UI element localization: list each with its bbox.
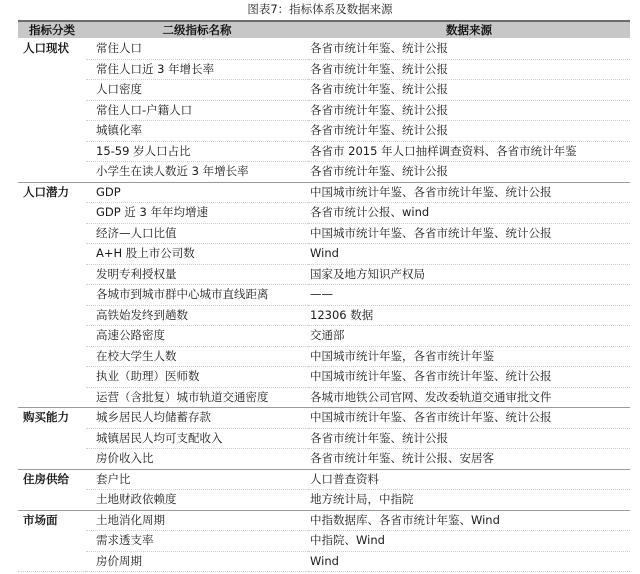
indicator-name-cell: 人口密度 (86, 80, 308, 101)
data-source-cell: 各省市统计年鉴、统计公报 (308, 121, 630, 142)
table-row (18, 510, 630, 531)
indicator-name-cell: 套户比 (86, 469, 308, 490)
indicator-name-cell: 各城市到城市群中心城市直线距离 (86, 285, 308, 306)
data-source-cell: 各省市统计年鉴、统计公报 (308, 162, 630, 183)
header-data-source: 数据来源 (308, 21, 630, 39)
data-source-cell: 各省市统计年鉴、统计公报 (308, 80, 630, 101)
data-source-cell: 各省市 2015 年人口抽样调查资料、各省市统计年鉴 (308, 141, 630, 162)
data-source-cell: 国家及地方知识产权局 (308, 264, 630, 285)
indicator-name-cell: 土地消化周期 (86, 510, 308, 531)
indicator-name-cell: 房价周期 (86, 551, 308, 572)
table-row (18, 59, 630, 80)
data-source-cell: 12306 数据 (308, 305, 630, 326)
table-row (18, 223, 630, 244)
indicator-name-cell: 常住人口 (86, 39, 308, 60)
header-category: 指标分类 (18, 21, 86, 39)
data-source-cell: 各省市统计年鉴、统计公报 (308, 39, 630, 60)
category-cell (18, 39, 86, 183)
table-row (18, 203, 630, 224)
data-source-cell: 中国城市统计年鉴、各省市统计年鉴、统计公报 (308, 408, 630, 429)
data-source-cell: 各省市统计年鉴、统计公报 (308, 428, 630, 449)
table-row (18, 244, 630, 265)
data-source-cell: Wind (308, 244, 630, 265)
table-row (18, 387, 630, 408)
table-row (18, 182, 630, 203)
data-source-cell: 中国城市统计年鉴、各省市统计年鉴、统计公报 (308, 367, 630, 388)
data-source-cell: 地方统计局，中指院 (308, 490, 630, 511)
indicator-name-cell: A+H 股上市公司数 (86, 244, 308, 265)
indicator-name-cell: 需求透支率 (86, 531, 308, 552)
header-indicator-name: 二级指标名称 (86, 21, 308, 39)
indicator-name-cell: 小学生在读人数近 3 年增长率 (86, 162, 308, 183)
indicator-name-cell: 城镇居民人均可支配收入 (86, 428, 308, 449)
data-source-cell: 中指院、Wind (308, 531, 630, 552)
figure-caption: 图表7：指标体系及数据来源 (247, 2, 393, 16)
data-source-cell: —— (308, 285, 630, 306)
table-header (18, 21, 630, 39)
indicator-name-cell: 高铁始发终到趟数 (86, 305, 308, 326)
table-row (18, 531, 630, 552)
data-source-cell: 各省市统计公报、wind (308, 203, 630, 224)
indicator-name-cell: 经济—人口比值 (86, 223, 308, 244)
table-row (18, 449, 630, 470)
table-row (18, 39, 630, 60)
data-source-cell: 中指数据库、各省市统计年鉴、Wind (308, 510, 630, 531)
indicator-name-cell: 高速公路密度 (86, 326, 308, 347)
table-body (18, 39, 630, 572)
table-row (18, 367, 630, 388)
table-row (18, 100, 630, 121)
indicator-table (18, 20, 630, 572)
indicator-name-cell: 在校大学生人数 (86, 346, 308, 367)
data-source-cell: 中国城市统计年鉴、各省市统计年鉴、统计公报 (308, 223, 630, 244)
category-cell (18, 510, 86, 572)
indicator-name-cell: GDP (86, 182, 308, 203)
table-row (18, 490, 630, 511)
indicator-name-cell: 15-59 岁人口占比 (86, 141, 308, 162)
indicator-name-cell: 城乡居民人均储蓄存款 (86, 408, 308, 429)
category-label: 住房供给 (23, 471, 69, 486)
table-row (18, 428, 630, 449)
category-cell (18, 182, 86, 408)
indicator-name-cell: 常住人口近 3 年增长率 (86, 59, 308, 80)
indicator-name-cell: 房价收入比 (86, 449, 308, 470)
data-source-cell: 各省市统计年鉴、统计公报 (308, 59, 630, 80)
category-label: 购买能力 (23, 410, 69, 424)
data-source-cell: 各省市统计年鉴、统计公报 (308, 100, 630, 121)
data-source-cell: 中国城市统计年鉴，各省市统计年鉴 (308, 346, 630, 367)
category-cell (18, 408, 86, 470)
data-source-cell: 交通部 (308, 326, 630, 347)
category-label: 人口潜力 (23, 184, 69, 199)
table-row (18, 162, 630, 183)
table-row (18, 305, 630, 326)
data-source-cell: Wind (308, 551, 630, 572)
category-label: 市场面 (23, 512, 58, 527)
indicator-name-cell: 执业（助理）医师数 (86, 367, 308, 388)
table-row (18, 141, 630, 162)
table-row (18, 469, 630, 490)
indicator-name-cell: GDP 近 3 年年均增速 (86, 203, 308, 224)
data-source-cell: 各省市统计年鉴、统计公报、安居客 (308, 449, 630, 470)
category-label: 人口现状 (23, 41, 69, 55)
table-row (18, 121, 630, 142)
data-source-cell: 中国城市统计年鉴、各省市统计年鉴、统计公报 (308, 182, 630, 203)
table-row (18, 326, 630, 347)
table-row (18, 346, 630, 367)
indicator-name-cell: 发明专利授权量 (86, 264, 308, 285)
indicator-name-cell: 土地财政依赖度 (86, 490, 308, 511)
table-row (18, 551, 630, 572)
table-row (18, 264, 630, 285)
category-cell (18, 469, 86, 510)
table-row (18, 80, 630, 101)
data-source-cell: 人口普查资料 (308, 469, 630, 490)
data-source-cell: 各城市地铁公司官网、发改委轨道交通审批文件 (308, 387, 630, 408)
indicator-name-cell: 常住人口-户籍人口 (86, 100, 308, 121)
table-row (18, 285, 630, 306)
table-row (18, 408, 630, 429)
indicator-name-cell: 城镇化率 (86, 121, 308, 142)
indicator-name-cell: 运营（含批复）城市轨道交通密度 (86, 387, 308, 408)
